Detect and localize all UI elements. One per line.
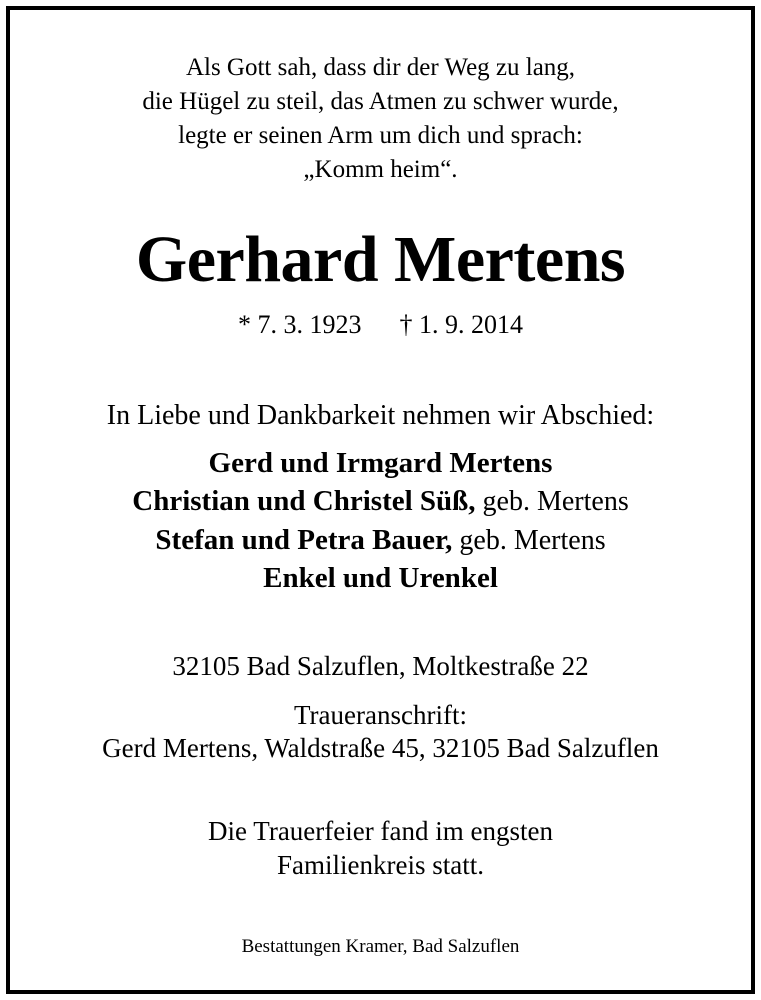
poem-line: „Komm heim“.	[303, 156, 458, 183]
mourner-line	[0, 485, 761, 518]
residence-address: 32105 Bad Salzuflen, Moltkestraße 22	[172, 651, 589, 681]
poem-line: legte er seinen Arm um dich und sprach:	[178, 122, 583, 149]
mourner-names: Christian und Christel Süß,	[132, 485, 476, 517]
mourning-address-label: Traueranschrift:	[294, 700, 467, 730]
mourner-names: Stefan und Petra Bauer,	[155, 524, 453, 556]
mourner-names: Enkel und Urenkel	[263, 562, 498, 594]
mourner-suffix: geb. Mertens	[482, 486, 629, 517]
life-dates	[0, 310, 761, 340]
mourner-line	[0, 524, 761, 557]
poem-line: Als Gott sah, dass dir der Weg zu lang,	[185, 54, 576, 81]
farewell-intro: In Liebe und Dankbarkeit nehmen wir Abschied:	[106, 400, 655, 431]
ceremony-notice-line: Familienkreis statt.	[277, 850, 484, 880]
birth-date: * 7. 3. 1923	[238, 310, 362, 339]
deceased-name: Gerhard Mertens	[135, 223, 626, 296]
poem-line: die Hügel zu steil, das Atmen zu schwer wurde,	[142, 88, 619, 115]
undertaker: Bestattungen Kramer, Bad Salzuflen	[241, 936, 520, 957]
mourner-names: Gerd und Irmgard Mertens	[208, 447, 553, 479]
mourner-line	[0, 562, 761, 595]
mourner-line	[0, 447, 761, 480]
ceremony-notice-line: Die Trauerfeier fand im engsten	[208, 816, 553, 846]
mourner-suffix: geb. Mertens	[459, 525, 606, 556]
death-date: † 1. 9. 2014	[399, 310, 523, 339]
mourning-address: Gerd Mertens, Waldstraße 45, 32105 Bad Salzuflen	[102, 733, 659, 763]
